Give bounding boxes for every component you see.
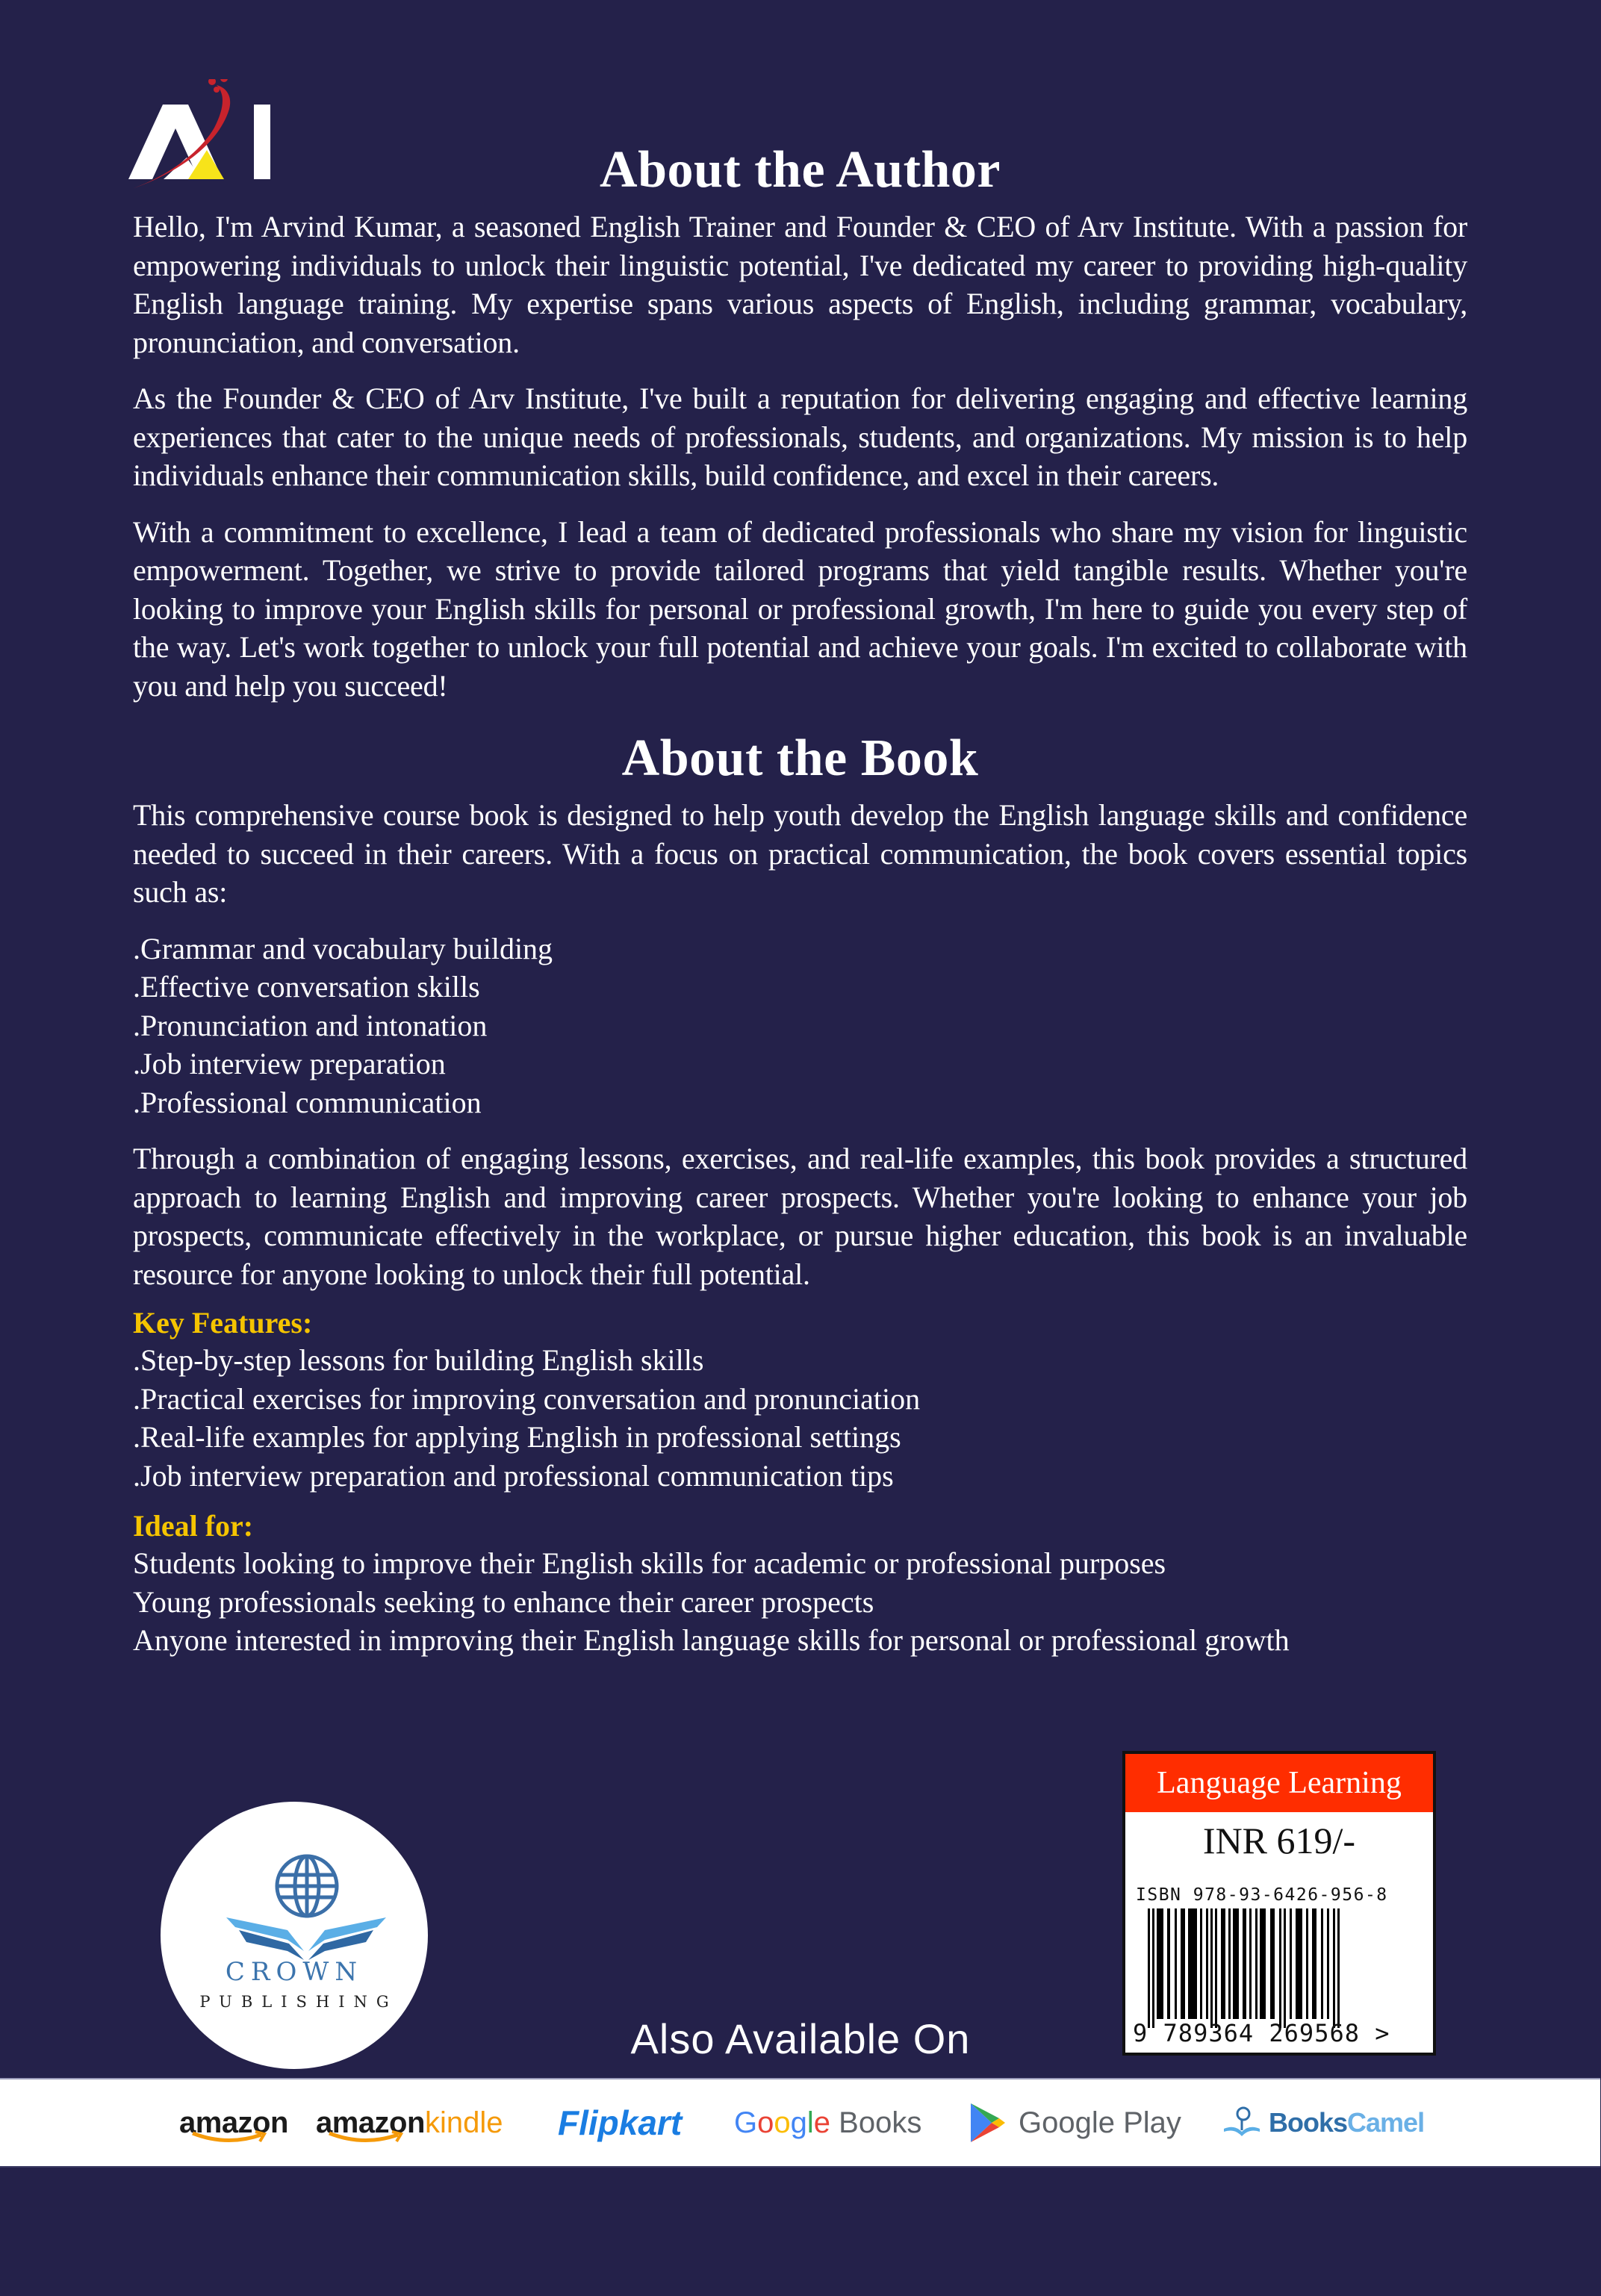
amazon-smile-icon: [326, 2130, 408, 2148]
ideal-for-heading: Ideal for:: [133, 1509, 254, 1543]
google-play-logo-text: Google Play: [1019, 2106, 1181, 2139]
ideal-for-list: [133, 1544, 1467, 1660]
google-books-logo-text: Google Books: [734, 2106, 922, 2139]
about-author-title: About the Author: [600, 141, 1001, 199]
book-intro: This comprehensive course book is designed to help youth develop the English language skills and confidence needed to succeed in their careers. With a focus on practical communication, the book covers essential topics such as:: [133, 798, 1467, 909]
books-camel-icon: [1221, 2103, 1263, 2142]
isbn-label: ISBN 978-93-6426-956-8: [1136, 1885, 1388, 1905]
store-books-camel: [1221, 2079, 1424, 2166]
also-available-heading: Also Available On: [630, 2015, 971, 2062]
store-flipkart: [558, 2079, 682, 2166]
ideal-item: Students looking to improve their English skills for academic or professional purposes: [133, 1546, 1166, 1580]
flipkart-logo-text: Flipkart: [558, 2103, 683, 2142]
publisher-name: CROWN: [225, 1957, 364, 1987]
key-features-list: [133, 1341, 1467, 1495]
books-camel-logo-text: BooksCamel: [1269, 2107, 1425, 2138]
amazon-smile-icon: [190, 2130, 272, 2148]
key-features-heading: Key Features:: [133, 1306, 313, 1340]
store-amazon-kindle: [316, 2079, 503, 2166]
amazon-logo-text: amazon: [179, 2106, 288, 2139]
price-label: INR 619/-: [1202, 1820, 1356, 1861]
price-isbn-box: [1122, 1751, 1436, 2056]
book-summary: Through a combination of engaging lessons, exercises, and real-life examples, this book provides a structured approach to learning English and improving career prospects. Whether you're looking to enhance your job prospects, communicate effectively in the workplace, or pursue higher education, this book is an invaluable resource for anyone looking to unlock their full potential.: [133, 1142, 1467, 1291]
ideal-item: Young professionals seeking to enhance their career prospects: [133, 1584, 874, 1619]
about-book-title: About the Book: [621, 729, 979, 787]
topic-item: .Grammar and vocabulary building: [133, 931, 553, 965]
topic-item: .Professional communication: [133, 1085, 482, 1119]
store-amazon: [179, 2079, 288, 2166]
author-paragraph-3: With a commitment to excellence, I lead a team of dedicated professionals who share my vision for linguistic empowerment. Together, we strive to provide tailored programs that yield tangible results. Whether you're looking to improve your English skills for personal or professional growth, I'm here to guide you every step of the way. Let's work together to unlock your full potential and achieve your goals. I'm excited to collaborate with you and help you succeed!: [133, 514, 1467, 703]
barcode-digits: 9 789364 269568 >: [1133, 2019, 1390, 2047]
store-google-play: [969, 2079, 1181, 2166]
ideal-item: Anyone interested in improving their English language skills for personal or professional growth: [133, 1623, 1290, 1657]
topic-item: .Job interview preparation: [133, 1047, 446, 1080]
kindle-text: kindle: [424, 2106, 503, 2139]
author-paragraph-2: As the Founder & CEO of Arv Institute, I've built a reputation for delivering engaging and effective learning experiences that cater to the unique needs of professionals, students, and organizations. My mission is to help individuals enhance their communication skills, build confidence, and excel in their careers.: [133, 382, 1467, 492]
feature-item: .Real-life examples for applying English in professional settings: [133, 1420, 901, 1454]
feature-item: .Step-by-step lessons for building English skills: [133, 1343, 704, 1377]
store-google-books: [734, 2079, 921, 2166]
google-play-icon: [969, 2102, 1007, 2144]
category-label: Language Learning: [1125, 1754, 1433, 1812]
author-paragraph-1: Hello, I'm Arvind Kumar, a seasoned English Trainer and Founder & CEO of Arv Institute. With a passion for empowering individuals to unlock their linguistic potential, I've dedicated my career to providing high-quality English language training. My expertise spans various aspects of English, including grammar, vocabulary, pronunciation, and conversation.: [133, 210, 1467, 359]
kindle-amazon-text: amazon: [316, 2106, 425, 2139]
stores-band: [0, 2078, 1600, 2168]
topic-item: .Pronunciation and intonation: [133, 1008, 488, 1042]
barcode-icon: [1136, 1908, 1360, 2028]
topic-item: .Effective conversation skills: [133, 970, 480, 1004]
back-cover-content: [133, 134, 1467, 1660]
feature-item: .Practical exercises for improving conversation and pronunciation: [133, 1381, 921, 1416]
feature-item: .Job interview preparation and professional communication tips: [133, 1458, 894, 1493]
topics-list: [133, 930, 1467, 1122]
publisher-subtitle: PUBLISHING: [199, 1993, 398, 2011]
